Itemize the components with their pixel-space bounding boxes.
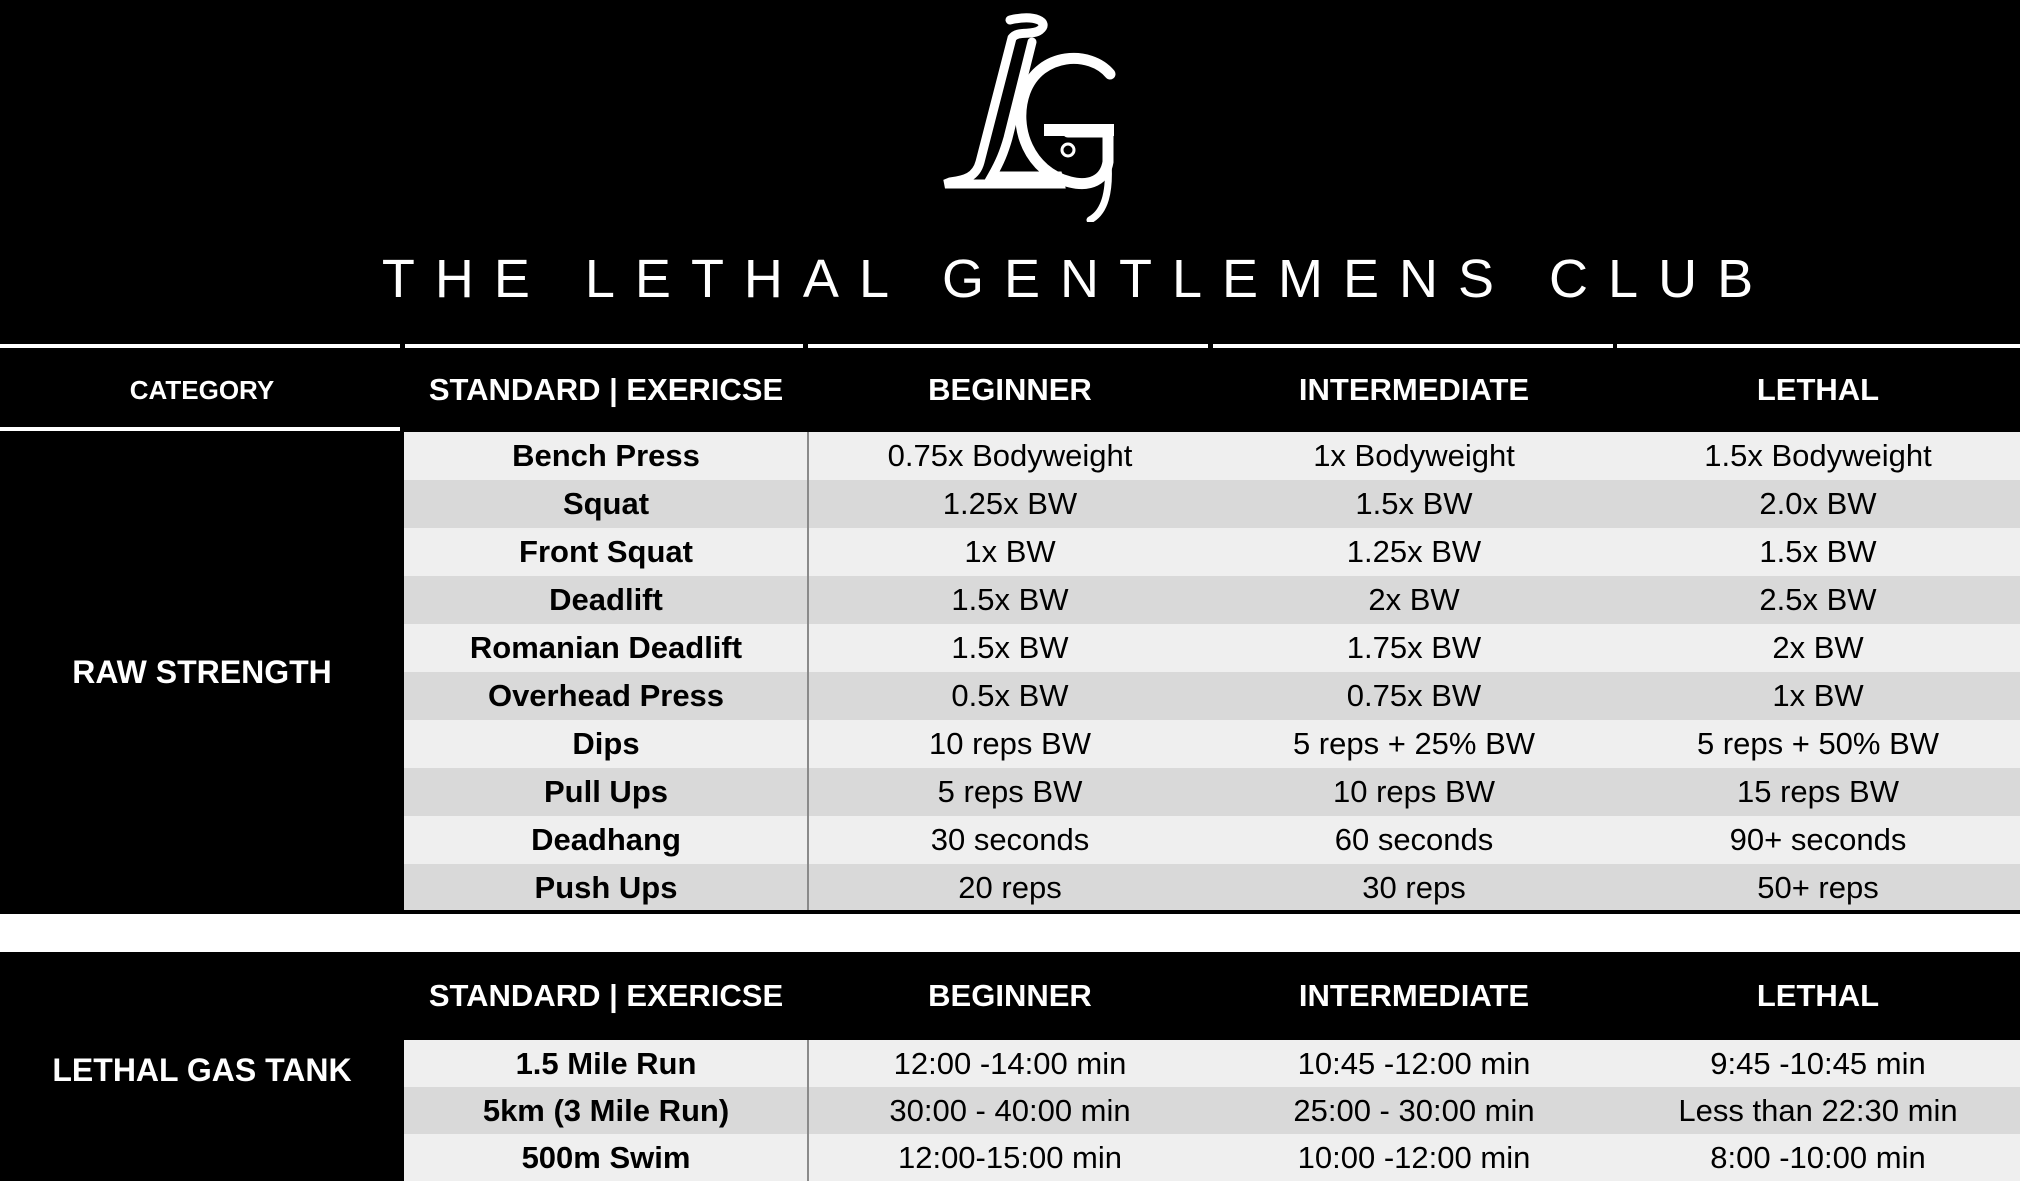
beginner-cell: 0.75x Bodyweight [887,438,1133,473]
beginner-cell: 10 reps BW [929,726,1091,761]
lethal-cell: 50+ reps [1757,870,1879,905]
table-row [404,624,2020,672]
exercise-cell: 500m Swim [521,1139,691,1175]
table-row [404,864,2020,912]
table-row [404,576,2020,624]
beginner-cell: 30 seconds [930,822,1090,857]
exercise-cell: Deadlift [549,582,663,617]
intermediate-cell: 2x BW [1368,582,1460,617]
intermediate-cell: 25:00 - 30:00 min [1293,1092,1535,1128]
column-header-standard: STANDARD | EXERICSE [428,372,784,407]
column-header-lethal: LETHAL [1756,372,1880,407]
lethal-cell: 2x BW [1772,630,1864,665]
exercise-cell: Overhead Press [487,678,725,713]
lethal-cell: 9:45 -10:45 min [1710,1045,1926,1081]
exercise-cell: Romanian Deadlift [469,630,743,665]
exercise-cell: 5km (3 Mile Run) [482,1092,730,1128]
lethal-cell: 15 reps BW [1737,774,1899,809]
intermediate-cell: 10:45 -12:00 min [1297,1045,1531,1081]
column-header-standard: STANDARD | EXERICSE [428,978,784,1013]
column-divider [807,1040,809,1181]
category-raw-strength: RAW STRENGTH [0,432,404,912]
table-header-row [0,952,2020,1040]
beginner-cell: 1.5x BW [951,582,1069,617]
lethal-cell: 1.5x BW [1759,534,1877,569]
lethal-cell: 1.5x Bodyweight [1704,438,1932,473]
table-row [404,480,2020,528]
beginner-cell: 30:00 - 40:00 min [889,1092,1131,1128]
intermediate-cell: 1x Bodyweight [1313,438,1515,473]
category-underline [0,427,400,431]
table-row [404,672,2020,720]
column-header-intermediate: INTERMEDIATE [1298,978,1530,1013]
intermediate-cell: 10 reps BW [1333,774,1495,809]
lethal-cell: Less than 22:30 min [1678,1092,1958,1128]
intermediate-cell: 5 reps + 25% BW [1292,726,1536,761]
lethal-cell: 2.5x BW [1759,582,1877,617]
raw-strength-table [404,432,2020,912]
club-title: THE LETHAL GENTLEMENS CLUB [381,249,1774,309]
beginner-cell: 12:00-15:00 min [897,1139,1123,1175]
table-row [404,1134,2020,1181]
beginner-cell: 5 reps BW [937,774,1083,809]
intermediate-cell: 1.75x BW [1346,630,1482,665]
category-lethal-gas-tank: LETHAL GAS TANK [0,1040,404,1100]
intermediate-cell: 1.25x BW [1346,534,1482,569]
lethal-gas-tank-table [404,1040,2020,1181]
exercise-cell: Dips [572,726,640,761]
column-header-intermediate: INTERMEDIATE [1298,372,1530,407]
beginner-cell: 0.5x BW [951,678,1069,713]
table-bottom-border [404,910,2020,913]
exercise-cell: 1.5 Mile Run [515,1045,697,1081]
column-header-category: CATEGORY [129,375,275,405]
lethal-cell: 8:00 -10:00 min [1710,1139,1926,1175]
lethal-cell: 2.0x BW [1759,486,1877,521]
intermediate-cell: 60 seconds [1334,822,1494,857]
exercise-cell: Pull Ups [543,774,668,809]
table-row [404,768,2020,816]
exercise-cell: Bench Press [512,438,700,473]
lethal-cell: 5 reps + 50% BW [1696,726,1940,761]
brand-header [0,0,2020,345]
table-row [404,816,2020,864]
beginner-cell: 1.25x BW [942,486,1078,521]
intermediate-cell: 10:00 -12:00 min [1297,1139,1531,1175]
exercise-cell: Push Ups [534,870,678,905]
exercise-cell: Deadhang [531,822,681,857]
lethal-cell: 90+ seconds [1729,822,1907,857]
lethal-cell: 1x BW [1772,678,1864,713]
table-row [404,528,2020,576]
column-header-beginner: BEGINNER [928,978,1092,1013]
beginner-cell: 12:00 -14:00 min [893,1045,1127,1081]
intermediate-cell: 0.75x BW [1346,678,1482,713]
table-row [404,1040,2020,1087]
column-header-lethal: LETHAL [1756,978,1880,1013]
table-row [404,720,2020,768]
table-header-row [0,348,2020,432]
intermediate-cell: 30 reps [1362,870,1466,905]
lg-monogram-logo [940,12,1130,222]
table-row [404,432,2020,480]
column-header-beginner: BEGINNER [928,372,1092,407]
exercise-cell: Front Squat [519,534,693,569]
beginner-cell: 1x BW [964,534,1056,569]
section-spacer [0,914,2020,952]
column-divider [807,432,809,912]
table-row [404,1087,2020,1134]
intermediate-cell: 1.5x BW [1355,486,1473,521]
beginner-cell: 20 reps [958,870,1062,905]
beginner-cell: 1.5x BW [951,630,1069,665]
exercise-cell: Squat [562,486,650,521]
